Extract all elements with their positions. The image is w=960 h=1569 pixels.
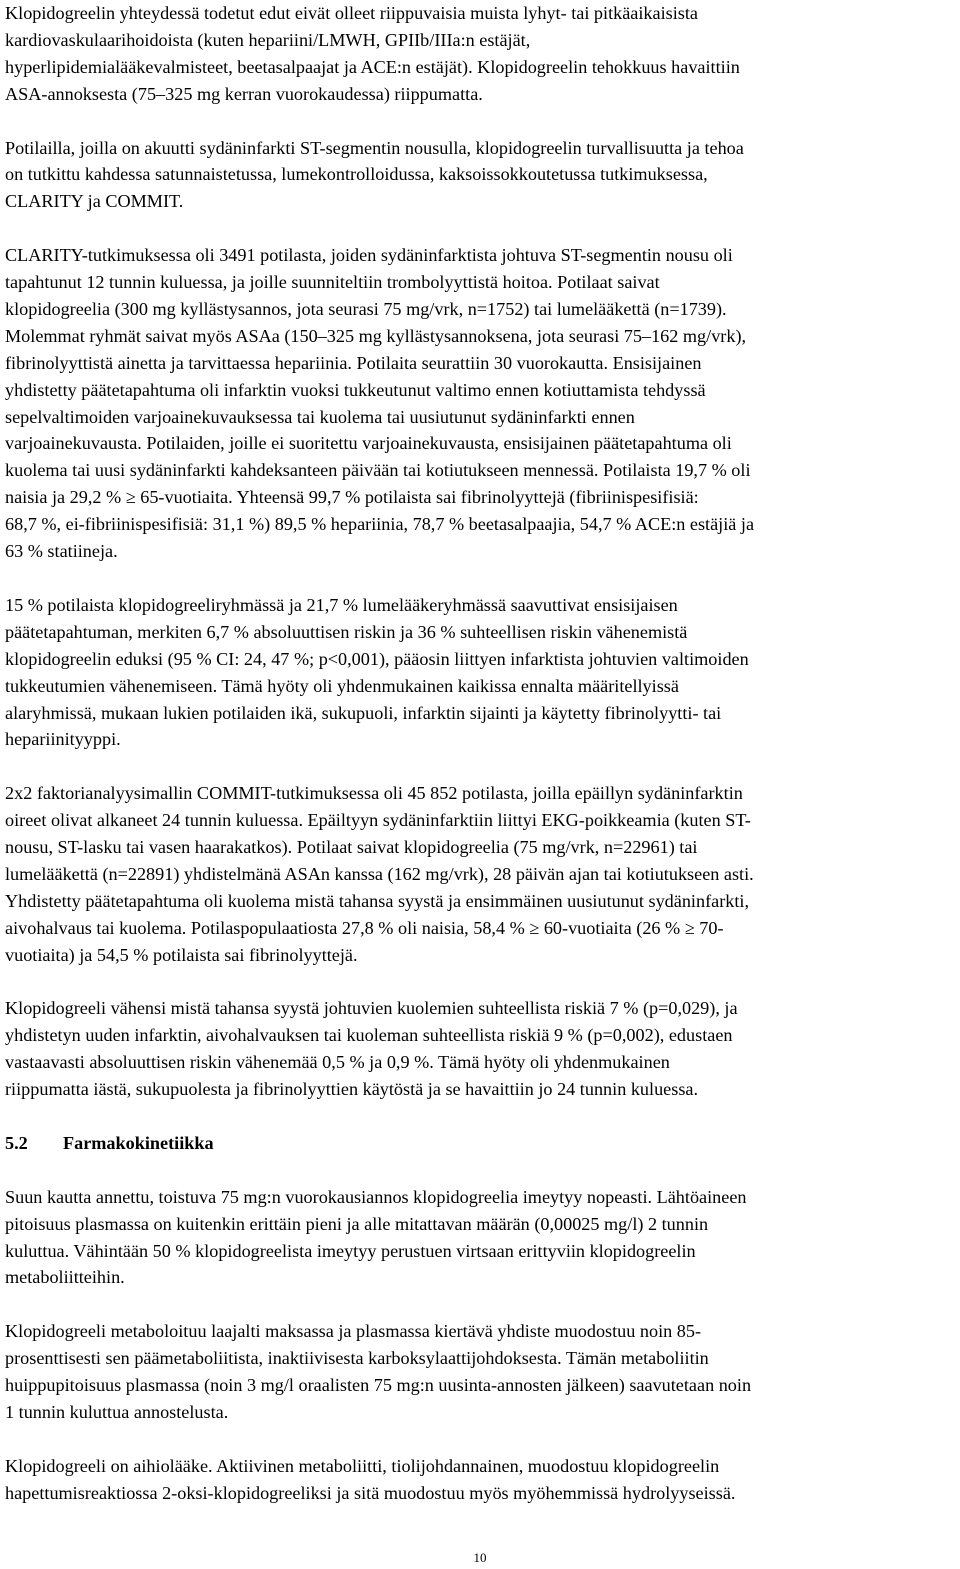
text-line: ASA-annoksesta (75–325 mg kerran vuorokaudessa) riippumatta. bbox=[5, 83, 483, 104]
text-line: Potilailla, joilla on akuutti sydäninfarkti ST-segmentin nousulla, klopidogreelin turvallisuutta ja tehoa bbox=[5, 137, 744, 158]
text-line: CLARITY ja COMMIT. bbox=[5, 191, 184, 212]
text-line: 15 % potilaista klopidogreeliryhmässä ja 21,7 % lumelääkeryhmässä saavuttivat ensisijaisen bbox=[5, 594, 678, 615]
text-line: Suun kautta annettu, toistuva 75 mg:n vuorokausiannos klopidogreelia imeytyy nopeasti. Lähtöaineen bbox=[5, 1186, 747, 1207]
text-line: tapahtunut 12 tunnin kuluessa, ja joille suunniteltiin trombolyyttistä hoitoa. Potilaat saivat bbox=[5, 272, 660, 293]
paragraph-p9 bbox=[5, 1453, 955, 1507]
section-title: Farmakokinetiikka bbox=[63, 1132, 214, 1153]
text-line: Klopidogreelin yhteydessä todetut edut eivät olleet riippuvaisia muista lyhyt- tai pitkäaikaisista bbox=[5, 3, 698, 23]
text-line: yhdistetty päätetapahtuma oli infarktin vuoksi tukkeutunut valtimo ennen kotiuttamista tehdyssä bbox=[5, 379, 706, 400]
text-line: riippumatta iästä, sukupuolesta ja fibrinolyyttien käytöstä ja se havaittiin jo 24 tunnin kuluessa. bbox=[5, 1079, 699, 1100]
paragraph-p7 bbox=[5, 1184, 955, 1292]
text-line: nousu, ST-lasku tai vasen haarakatkos). Potilaat saivat klopidogreelia (75 mg/vrk, n=22961) tai bbox=[5, 837, 698, 858]
text-line: kuolema tai uusi sydäninfarkti kahdeksanteen päivään tai kotiutukseen mennessä. Potilaista 19,7 % oli bbox=[5, 460, 751, 481]
text-line: hepariinityyppi. bbox=[5, 729, 121, 750]
text-line: prosenttisesti sen päämetaboliitista, inaktiivisesta karboksylaattijohdoksesta. Tämän metaboliitin bbox=[5, 1348, 709, 1369]
text-line: metaboliitteihin. bbox=[5, 1267, 125, 1288]
text-line: kuluttua. Vähintään 50 % klopidogreelista imeytyy perustuen virtsaan erittyviin klopidogreelin bbox=[5, 1240, 696, 1261]
text-line: 1 tunnin kuluttua annostelusta. bbox=[5, 1402, 229, 1422]
text-line: sepelvaltimoiden varjoainekuvauksessa tai kuolema tai uusiutunut sydäninfarkti ennen bbox=[5, 406, 635, 427]
text-line: vuotiaita) ja 54,5 % potilaista sai fibrinolyyttejä. bbox=[5, 944, 358, 965]
paragraph-p5 bbox=[5, 780, 955, 968]
text-line: päätetapahtuman, merkiten 6,7 % absoluuttisen riskin ja 36 % suhteellisen riskin vähenemistä bbox=[5, 621, 688, 642]
paragraph-p6 bbox=[5, 995, 955, 1103]
text-line: Klopidogreeli metaboloituu laajalti maksassa ja plasmassa kiertävä yhdiste muodostuu noin 85- bbox=[5, 1321, 702, 1342]
section-heading bbox=[5, 1130, 955, 1157]
text-line: Yhdistetty päätetapahtuma oli kuolema mistä tahansa syystä ja ensimmäinen uusiutunut sydäninfarkti, bbox=[5, 890, 750, 911]
text-line: yhdistetyn uuden infarktin, aivohalvauksen tai kuoleman suhteellista riskiä 9 % (p=0,002), edustaen bbox=[5, 1025, 733, 1046]
section-number: 5.2 bbox=[5, 1132, 28, 1153]
document-page bbox=[5, 0, 955, 1507]
text-line: Klopidogreeli on aihiolääke. Aktiivinen metaboliitti, tiolijohdannainen, muodostuu klopidogreelin bbox=[5, 1455, 720, 1476]
text-line: Molemmat ryhmät saivat myös ASAa (150–325 mg kyllästysannoksena, jota seurasi 75–162 mg/vrk), bbox=[5, 325, 747, 346]
text-line: lumelääkettä (n=22891) yhdistelmänä ASAn kanssa (162 mg/vrk), 28 päivän ajan tai kotiutukseen asti. bbox=[5, 863, 754, 884]
text-line: vastaavasti absoluuttisen riskin vähenemää 0,5 % ja 0,9 %. Tämä hyöty oli yhdenmukainen bbox=[5, 1052, 670, 1073]
text-line: on tutkittu kahdessa satunnaistetussa, lumekontrolloidussa, kaksoissokkoutetussa tutkimuksessa, bbox=[5, 164, 708, 185]
page-number: 10 bbox=[473, 1550, 487, 1565]
text-line: varjoainekuvausta. Potilaiden, joille ei suoritettu varjoainekuvausta, ensisijainen päätetapahtuma oli bbox=[5, 433, 732, 454]
paragraph-p1 bbox=[5, 0, 955, 108]
text-line: pitoisuus plasmassa on kuitenkin erittäin pieni ja alle mitattavan määrän (0,00025 mg/l) 2 tunnin bbox=[5, 1213, 709, 1234]
paragraph-p8 bbox=[5, 1318, 955, 1426]
text-line: klopidogreelin eduksi (95 % CI: 24, 47 %; p<0,001), pääosin liittyen infarktista johtuvien valtimoiden bbox=[5, 648, 749, 669]
paragraph-p4 bbox=[5, 592, 955, 753]
text-line: fibrinolyyttistä ainetta ja tarvittaessa hepariinia. Potilaita seurattiin 30 vuorokautta. Ensisijainen bbox=[5, 352, 702, 373]
text-line: 63 % statiineja. bbox=[5, 541, 118, 562]
text-line: kardiovaskulaarihoidoista (kuten hepariini/LMWH, GPIIb/IIIa:n estäjät, bbox=[5, 29, 531, 50]
text-line: tukkeutumien vähenemiseen. Tämä hyöty oli yhdenmukainen kaikissa ennalta määritellyissä bbox=[5, 675, 679, 696]
text-line: huippupitoisuus plasmassa (noin 3 mg/l oraalisten 75 mg:n uusinta-annosten jälkeen) saavutetaan noin bbox=[5, 1375, 752, 1396]
text-line: 2x2 faktorianalyysimallin COMMIT-tutkimuksessa oli 45 852 potilasta, joilla epäillyn sydäninfarktin bbox=[5, 783, 743, 804]
text-line: klopidogreelia (300 mg kyllästysannos, jota seurasi 75 mg/vrk, n=1752) tai lumelääkettä (n=1739). bbox=[5, 298, 727, 319]
paragraph-p2 bbox=[5, 135, 955, 216]
text-line: 68,7 %, ei-fibriinispesifisiä: 31,1 %) 89,5 % hepariinia, 78,7 % beetasalpaajia, 54,7 % ACE:n estäjiä ja bbox=[5, 514, 755, 535]
text-line: Klopidogreeli vähensi mistä tahansa syystä johtuvien kuolemien suhteellista riskiä 7 % (p=0,029), ja bbox=[5, 998, 738, 1019]
text-line: naisia ja 29,2 % ≥ 65-vuotiaita. Yhteensä 99,7 % potilaista sai fibrinolyyttejä (fibriinispesifisiä: bbox=[5, 487, 699, 508]
text-line: hyperlipidemialääkevalmisteet, beetasalpaajat ja ACE:n estäjät). Klopidogreelin tehokkuus havaittiin bbox=[5, 56, 740, 77]
paragraph-p3 bbox=[5, 242, 955, 565]
text-line: oireet olivat alkaneet 24 tunnin kuluessa. Epäiltyyn sydäninfarktiin liittyi EKG-poikkeamia (kuten ST- bbox=[5, 810, 751, 831]
text-line: alaryhmissä, mukaan lukien potilaiden ikä, sukupuoli, infarktin sijainti ja käytetty fibrinolyytti- tai bbox=[5, 702, 722, 723]
text-line: CLARITY-tutkimuksessa oli 3491 potilasta, joiden sydäninfarktista johtuva ST-segmentin nousu oli bbox=[5, 245, 733, 266]
text-line: aivohalvaus tai kuolema. Potilaspopulaatiosta 27,8 % oli naisia, 58,4 % ≥ 60-vuotiaita (26 % ≥ 70- bbox=[5, 917, 724, 938]
text-line: hapettumisreaktiossa 2-oksi-klopidogreeliksi ja sitä muodostuu myös myöhemmissä hydrolyyseissä. bbox=[5, 1482, 736, 1503]
